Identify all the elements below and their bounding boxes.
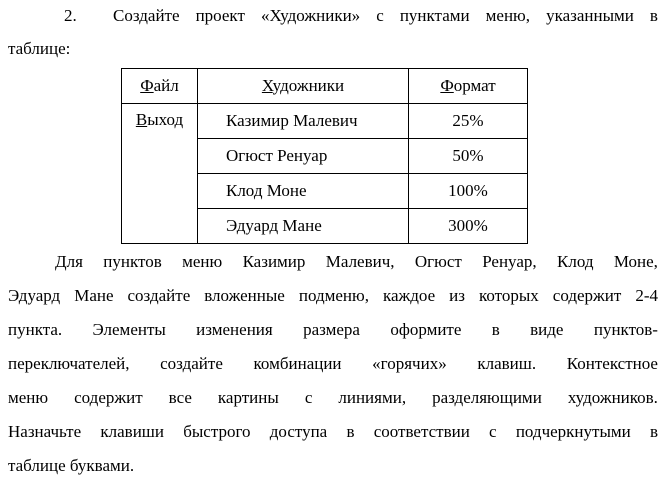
word: оформите xyxy=(390,320,462,339)
word: содержит xyxy=(552,286,622,305)
header-text: айл xyxy=(153,76,179,95)
task-line-1-text xyxy=(113,6,658,26)
word: переключателей, xyxy=(8,354,130,373)
word: «горячих» xyxy=(372,354,447,373)
word: из xyxy=(449,286,465,305)
word: пунктами xyxy=(399,6,470,25)
file-item-text: ыход xyxy=(147,110,184,129)
word: Для xyxy=(55,252,83,271)
word: пункта. xyxy=(8,320,63,339)
word: изменения xyxy=(196,320,273,339)
body-line xyxy=(8,279,658,313)
word: размера xyxy=(303,320,360,339)
format-cell: 300% xyxy=(409,209,528,244)
format-cell: 50% xyxy=(409,139,528,174)
table-header-row xyxy=(122,69,528,104)
word: в xyxy=(649,422,658,441)
word: проект xyxy=(195,6,245,25)
word: которых xyxy=(478,286,539,305)
word: разделяющими xyxy=(432,388,542,407)
word: «Художники» xyxy=(260,6,361,25)
word: подменю, xyxy=(298,286,369,305)
task-number: 2. xyxy=(64,6,77,25)
word: Клод xyxy=(557,252,594,271)
word: все xyxy=(168,388,192,407)
word: Назначьте xyxy=(8,422,82,441)
header-format xyxy=(409,69,528,104)
word: Моне, xyxy=(613,252,658,271)
word: Огюст xyxy=(414,252,462,271)
word: Эдуард xyxy=(8,286,61,305)
word: меню xyxy=(182,252,223,271)
artist-cell: Казимир Малевич xyxy=(197,104,408,139)
word: указанными xyxy=(546,6,634,25)
word: Малевич, xyxy=(325,252,395,271)
word: подчеркнутыми xyxy=(515,422,631,441)
word: картины xyxy=(217,388,279,407)
word: линиями, xyxy=(338,388,407,407)
word: соответствии xyxy=(373,422,470,441)
artist-cell: Клод Моне xyxy=(197,174,408,209)
word: художников. xyxy=(567,388,658,407)
task-line-2: таблице: xyxy=(8,39,71,58)
body-line xyxy=(8,415,658,449)
body-paragraph xyxy=(8,245,658,483)
word: создайте xyxy=(160,354,223,373)
body-line xyxy=(8,449,658,483)
format-cell: 100% xyxy=(409,174,528,209)
word: в xyxy=(346,422,355,441)
body-line xyxy=(8,347,658,381)
word: Контекстное xyxy=(566,354,658,373)
word: доступа xyxy=(269,422,328,441)
word: клавиш. xyxy=(477,354,537,373)
artist-cell: Огюст Ренуар xyxy=(197,139,408,174)
hotkey-letter: Х xyxy=(261,76,273,95)
word: с xyxy=(376,6,384,25)
word: меню, xyxy=(485,6,531,25)
word: комбинации xyxy=(253,354,342,373)
body-line xyxy=(8,381,658,415)
word: быстрого xyxy=(183,422,251,441)
word: Ренуар, xyxy=(482,252,537,271)
hotkey-letter: В xyxy=(135,110,148,129)
word: с xyxy=(489,422,497,441)
word: клавиши xyxy=(100,422,164,441)
word: Мане xyxy=(74,286,114,305)
body-line xyxy=(8,313,658,347)
hotkey-letter: Ф xyxy=(140,76,154,95)
body-line xyxy=(8,245,658,279)
table-row xyxy=(122,104,528,139)
header-file xyxy=(122,69,198,104)
word: Создайте xyxy=(113,6,180,25)
word: Казимир xyxy=(242,252,306,271)
file-item-exit xyxy=(122,104,198,244)
header-text: ормат xyxy=(453,76,496,95)
word: пунктов- xyxy=(593,320,658,339)
word: таблице буквами. xyxy=(8,456,135,475)
format-cell: 25% xyxy=(409,104,528,139)
word: каждое xyxy=(382,286,436,305)
word: меню xyxy=(8,388,49,407)
word: в xyxy=(491,320,500,339)
menu-table xyxy=(121,68,528,244)
word: содержит xyxy=(74,388,143,407)
word: с xyxy=(304,388,313,407)
artist-cell: Эдуард Мане xyxy=(197,209,408,244)
header-text: удожники xyxy=(272,76,345,95)
word: вложенные xyxy=(204,286,285,305)
word: пунктов xyxy=(103,252,162,271)
word: виде xyxy=(530,320,564,339)
word: 2-4 xyxy=(635,286,658,305)
word: создайте xyxy=(127,286,191,305)
hotkey-letter: Ф xyxy=(440,76,454,95)
header-artists xyxy=(197,69,408,104)
word: Элементы xyxy=(92,320,166,339)
word: в xyxy=(649,6,658,25)
